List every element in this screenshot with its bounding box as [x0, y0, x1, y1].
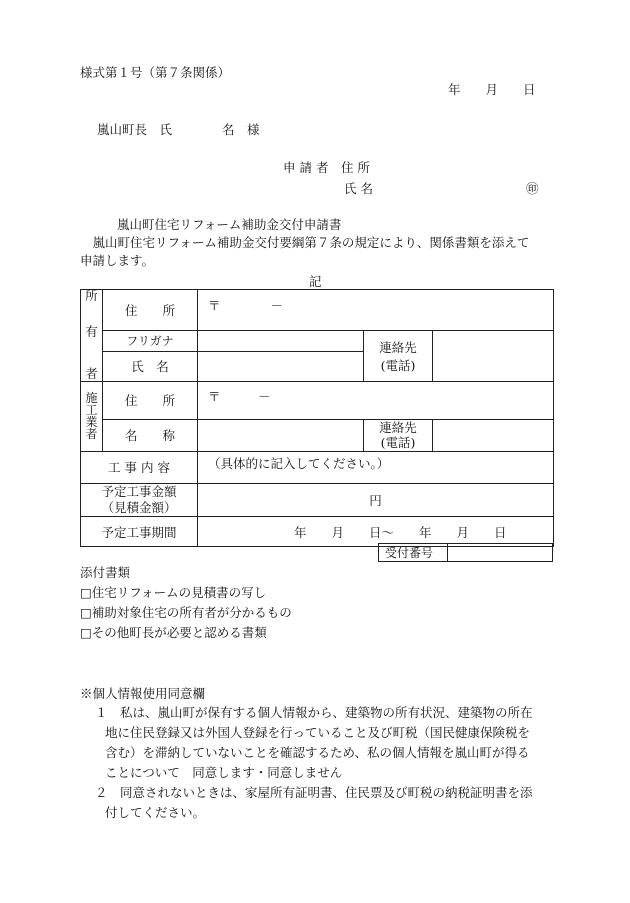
seal-mark: ㊞	[526, 181, 539, 196]
attachment-item-2[interactable]: □補助対象住宅の所有者が分かるもの	[80, 605, 292, 620]
date-line: 年 月 日	[448, 82, 536, 97]
owner-contact-label-1: 連絡先	[379, 339, 417, 355]
company-name-label: 名 称	[103, 419, 198, 451]
contractor-group-label	[81, 381, 103, 451]
furigana-field[interactable]	[198, 331, 364, 352]
contractor-name-row	[81, 419, 554, 451]
owner-name-field[interactable]	[198, 351, 364, 381]
period-value: 年 月 日～ 年 月 日	[294, 524, 507, 540]
reception-label: 受付番号	[379, 544, 448, 562]
work-row	[81, 451, 554, 483]
owner-phone-field[interactable]	[433, 331, 554, 382]
owner-address-field[interactable]	[198, 290, 554, 331]
attachment-item-3[interactable]: □その他町長が必要と認める書類	[80, 625, 267, 640]
contractor-label-char-4: 者	[85, 427, 98, 442]
amount-label	[81, 483, 198, 517]
contractor-address-label: 住 所	[103, 381, 198, 419]
amount-unit: 円	[369, 493, 382, 508]
owner-contact-label	[364, 331, 433, 382]
application-table	[80, 289, 554, 547]
owner-label-char-2: 有	[85, 324, 98, 339]
contractor-address-row	[81, 381, 554, 419]
contractor-label-char-3: 業	[85, 415, 98, 430]
amount-label-1: 予定工事金額	[101, 483, 177, 499]
contractor-label-char-2: 工	[85, 403, 98, 418]
period-label: 予定工事期間	[81, 517, 198, 547]
owner-name-label: 氏 名	[103, 351, 198, 381]
work-label: 工 事 内 容	[81, 451, 198, 483]
contractor-contact-label-1: 連絡先	[379, 419, 417, 435]
contractor-phone-field[interactable]	[433, 419, 554, 451]
furigana-label: フリガナ	[103, 331, 198, 352]
consent-item2-line1: ２ 同意されないときは、家屋所有証明書、住民票及び町税の納税証明書を添	[95, 785, 533, 800]
form-number: 様式第１号（第７条関係）	[80, 65, 231, 80]
attachments-heading: 添付書類	[80, 565, 131, 580]
attachment-item-1[interactable]: □住宅リフォームの見積書の写し	[80, 585, 267, 600]
consent-item1-line1: １ 私は、嵐山町が保有する個人情報から、建築物の所有状況、建築物の所在	[95, 705, 533, 720]
contractor-address-field[interactable]	[198, 381, 554, 419]
amount-row	[81, 483, 554, 517]
amount-field[interactable]	[198, 483, 554, 517]
owner-furigana-row	[81, 331, 554, 352]
owner-group-label	[81, 290, 103, 382]
applicant-address-label: 申 請 者 住 所	[283, 160, 370, 175]
reception-box	[378, 543, 553, 562]
addressee: 嵐山町長 氏 名 様	[97, 122, 260, 137]
owner-contact-label-2: (電話)	[380, 357, 416, 373]
work-note: （具体的に記入してください。）	[208, 455, 390, 471]
contractor-label-char-1: 施	[85, 391, 98, 406]
intro-line-1: 嵐山町住宅リフォーム補助金交付要綱第７条の規定により、関係書類を添えて	[80, 235, 530, 250]
owner-postal: 〒 －	[208, 298, 284, 313]
intro-line-2: 申請します。	[80, 253, 155, 268]
owner-label-char-3: 者	[85, 366, 98, 381]
contractor-contact-label	[364, 419, 433, 451]
reception-number-field[interactable]	[448, 544, 553, 562]
document-title: 嵐山町住宅リフォーム補助金交付申請書	[117, 217, 342, 232]
owner-label-char-1: 所	[85, 288, 98, 303]
consent-heading: ※個人情報使用同意欄	[80, 686, 206, 701]
company-name-field[interactable]	[198, 419, 364, 451]
ki-label: 記	[309, 274, 322, 289]
consent-item2-line2: 付してください。	[105, 805, 206, 820]
consent-item1-line4[interactable]: ことについて 同意します・同意しません	[105, 765, 343, 780]
consent-item1-line2: 地に住民登録又は外国人登録を行っていること及び町税（国民健康保険税を	[105, 725, 531, 740]
amount-label-2: （見積金額）	[101, 500, 177, 515]
contractor-contact-label-2: (電話)	[380, 435, 416, 451]
contractor-postal: 〒 －	[208, 388, 271, 404]
work-field[interactable]	[198, 451, 554, 483]
owner-address-row	[81, 290, 554, 331]
owner-address-label: 住 所	[103, 290, 198, 331]
consent-item1-line3: 含む）を滞納していないことを確認するため、私の個人情報を嵐山町が得る	[105, 745, 530, 760]
applicant-name-label: 氏 名	[344, 181, 373, 196]
